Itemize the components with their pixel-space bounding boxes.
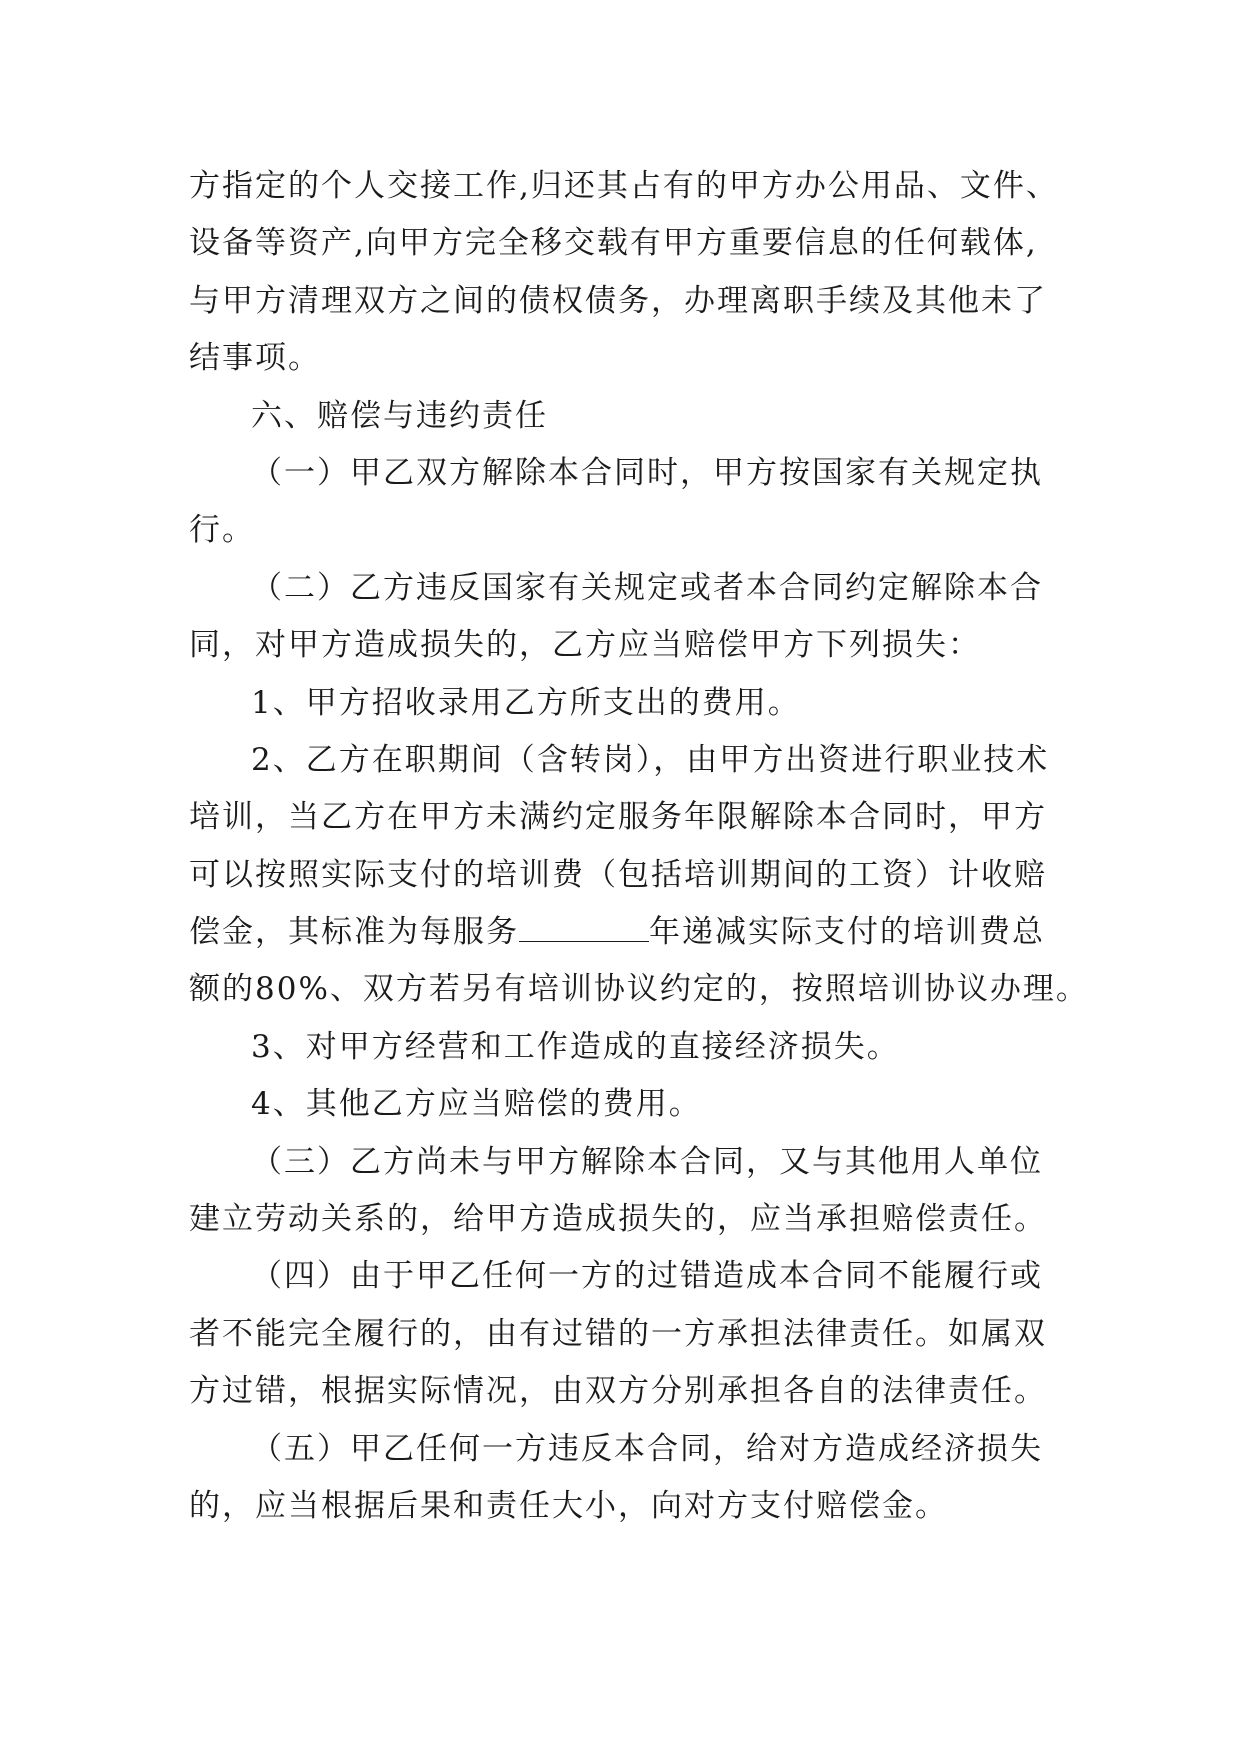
paragraph-line: （四）由于甲乙任何一方的过错造成本合同不能履行或	[251, 1258, 1043, 1295]
paragraph-line: 可以按照实际支付的培训费（包括培训期间的工资）计收赔	[189, 856, 1047, 893]
paragraph-line: 结事项。	[189, 340, 321, 377]
list-item: 4、其他乙方应当赔偿的费用。	[251, 1086, 702, 1123]
line-text-before-blank: 偿金，其标准为每服务	[189, 914, 519, 951]
document-body	[189, 158, 1089, 1535]
list-item: 3、对甲方经营和工作造成的直接经济损失。	[251, 1028, 900, 1065]
list-item: 1、甲方招收录用乙方所支出的费用。	[251, 684, 801, 721]
section-heading: 六、赔偿与违约责任	[251, 397, 548, 434]
paragraph-line: 行。	[189, 512, 255, 549]
list-item: 2、乙方在职期间（含转岗），由甲方出资进行职业技术	[251, 741, 1050, 778]
paragraph-line: 建立劳动关系的，给甲方造成损失的，应当承担赔偿责任。	[189, 1201, 1047, 1238]
paragraph-line: （一）甲乙双方解除本合同时，甲方按国家有关规定执	[251, 454, 1043, 491]
paragraph-line: （三）乙方尚未与甲方解除本合同，又与其他用人单位	[251, 1143, 1043, 1180]
paragraph-line: （二）乙方违反国家有关规定或者本合同约定解除本合	[251, 569, 1043, 606]
paragraph-line: （五）甲乙任何一方违反本合同，给对方造成经济损失	[251, 1430, 1043, 1467]
paragraph-line-with-blank	[189, 904, 1089, 961]
line-text-after-blank: 年递减实际支付的培训费总	[649, 914, 1045, 951]
paragraph-line: 与甲方清理双方之间的债权债务，办理离职手续及其他未了	[189, 282, 1047, 319]
paragraph-line: 培训，当乙方在甲方未满约定服务年限解除本合同时，甲方	[189, 799, 1047, 836]
paragraph-line: 同，对甲方造成损失的，乙方应当赔偿甲方下列损失：	[189, 627, 981, 664]
fill-in-blank[interactable]	[519, 909, 649, 942]
paragraph-line: 额的80%、双方若另有培训协议约定的，按照培训协议办理。	[189, 971, 1089, 1008]
paragraph-line: 方指定的个人交接工作,归还其占有的甲方办公用品、文件、	[189, 168, 1059, 204]
paragraph-line: 者不能完全履行的，由有过错的一方承担法律责任。如属双	[189, 1315, 1047, 1352]
paragraph-line: 的，应当根据后果和责任大小，向对方支付赔偿金。	[189, 1487, 948, 1524]
paragraph-line: 设备等资产,向甲方完全移交载有甲方重要信息的任何载体,	[189, 225, 1038, 262]
paragraph-line: 方过错，根据实际情况，由双方分别承担各自的法律责任。	[189, 1373, 1047, 1410]
